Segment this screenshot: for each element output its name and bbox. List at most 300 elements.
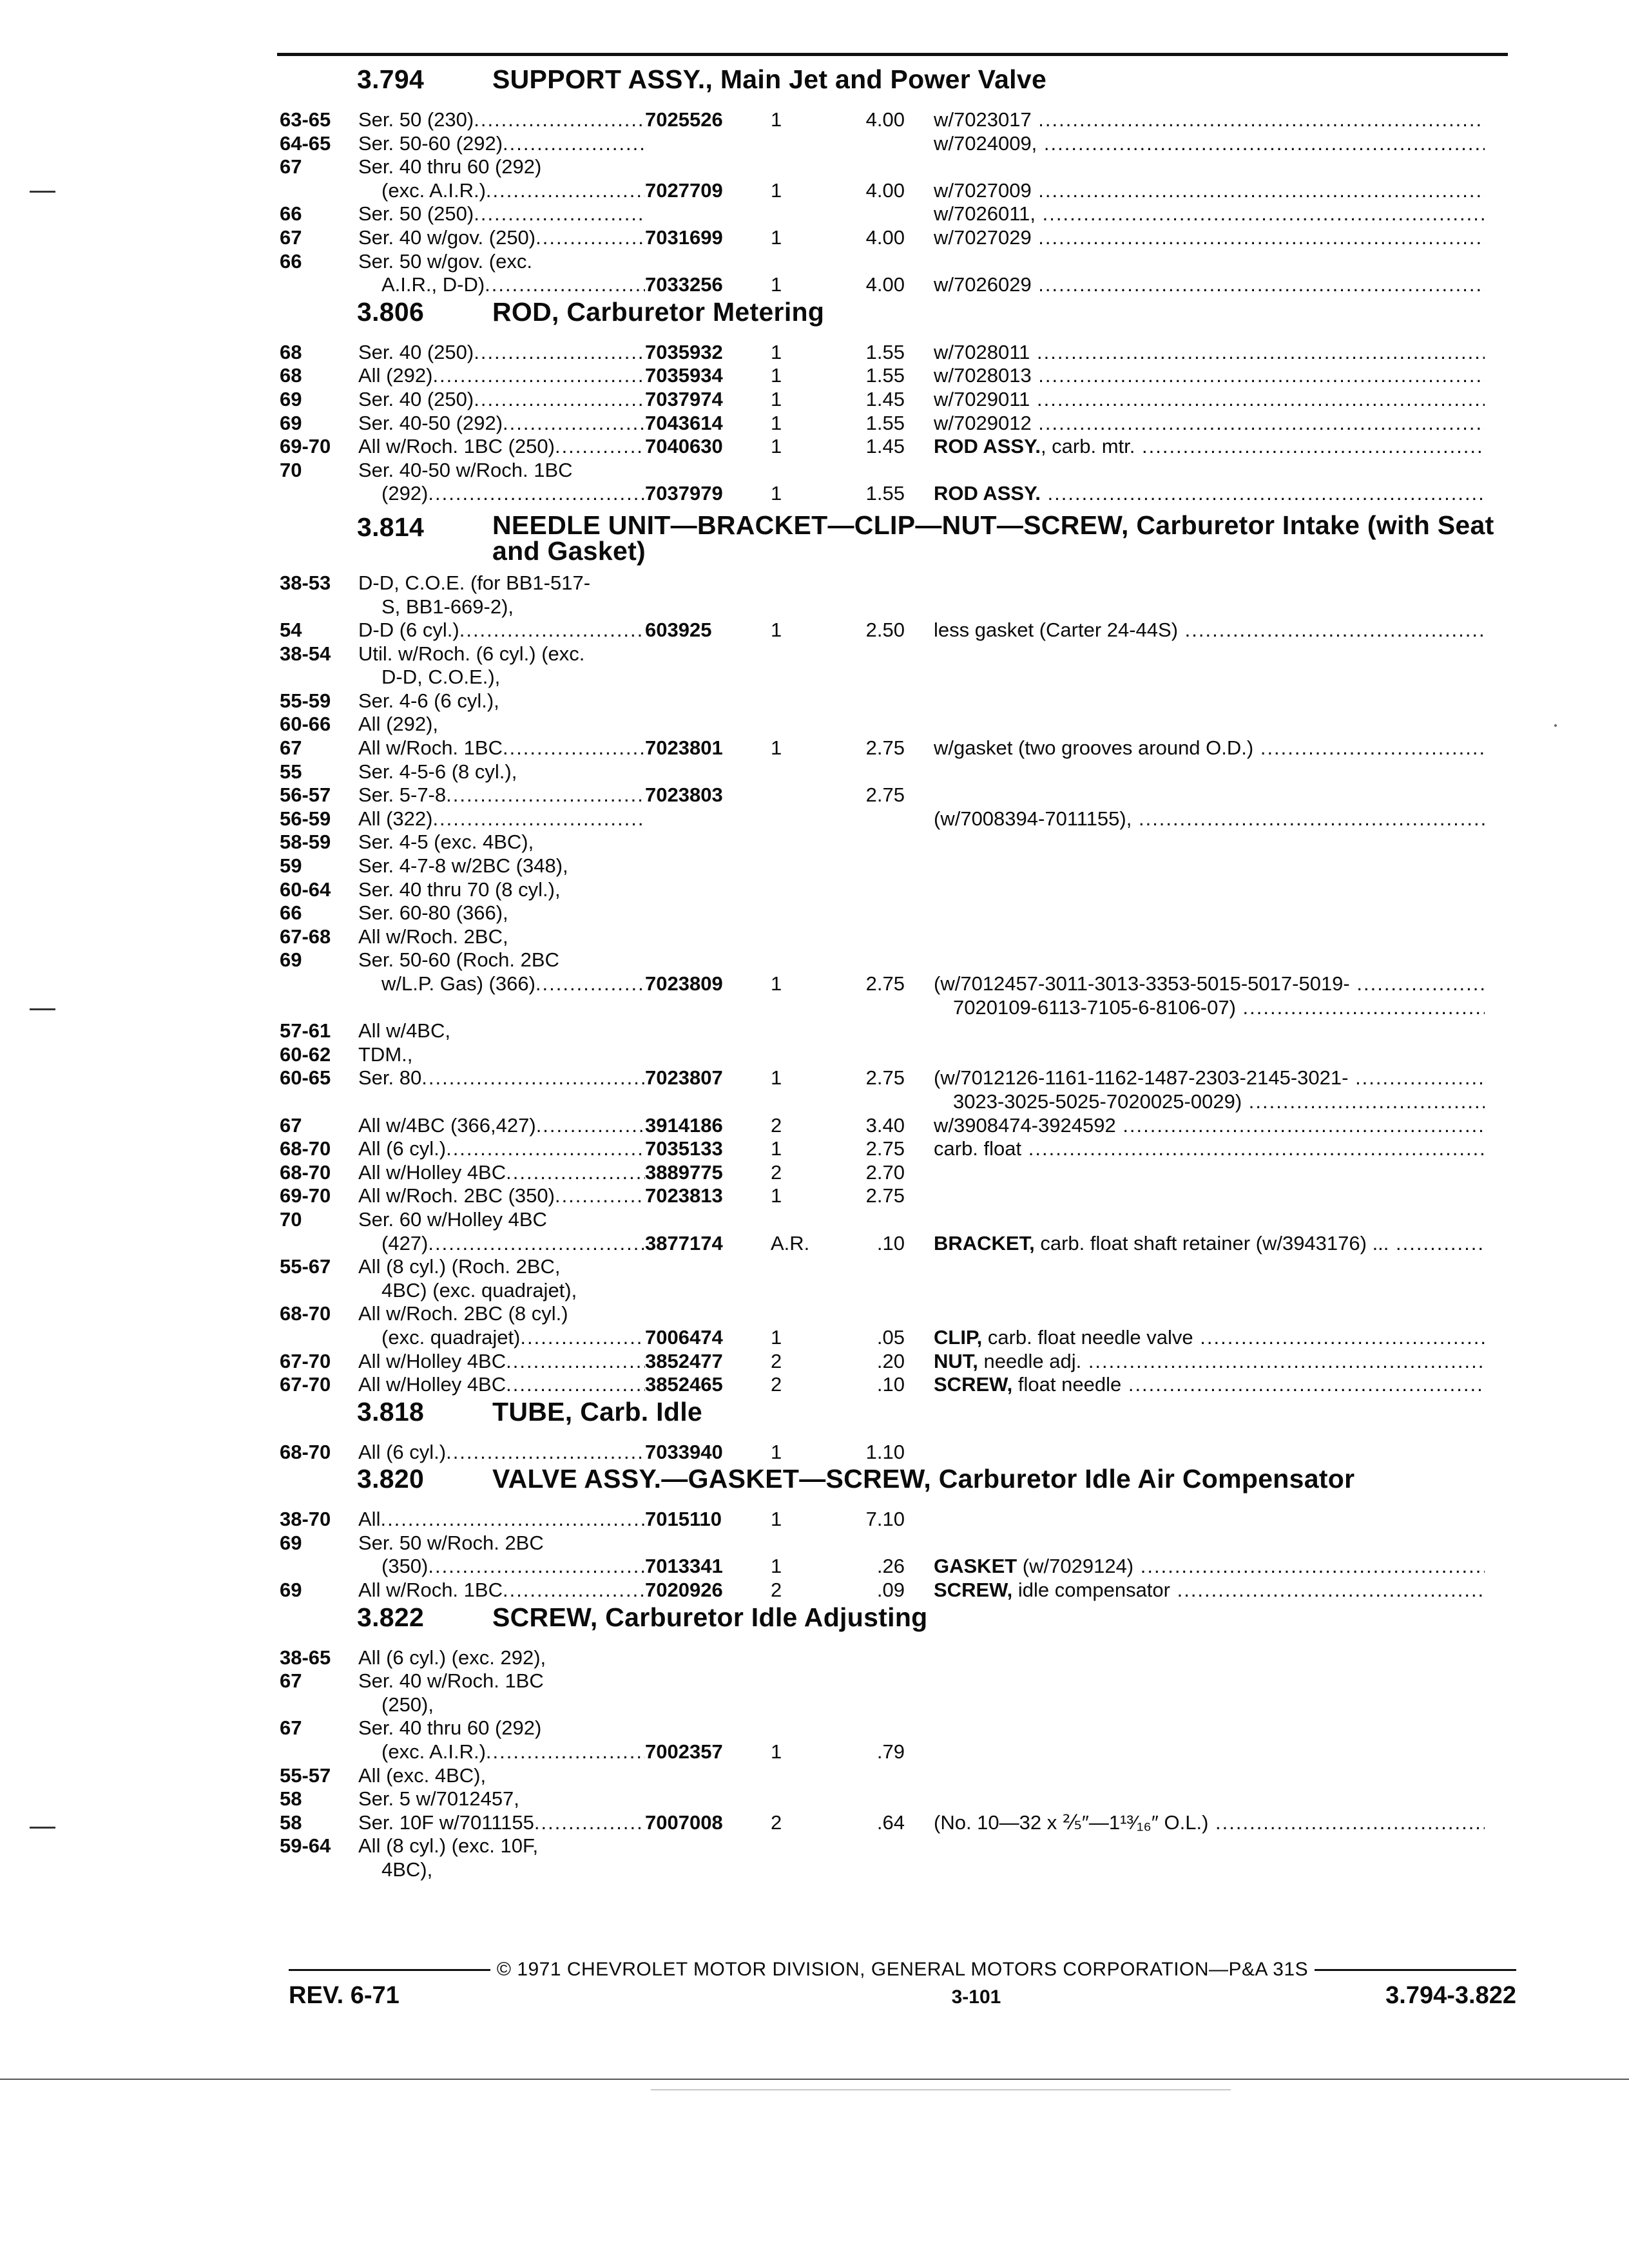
- application-text: All (322): [358, 807, 433, 830]
- application-text: All w/Roch. 1BC (250): [358, 435, 555, 458]
- part-row: [280, 878, 1517, 902]
- remark-text: w/7028011: [934, 340, 1030, 363]
- part-row: [280, 1255, 1517, 1279]
- part-row: [280, 132, 1517, 156]
- remarks: [905, 972, 1485, 996]
- application-description: [358, 1811, 645, 1835]
- quantity: 1: [771, 411, 782, 434]
- remark-text: w/7029011: [934, 387, 1030, 410]
- quantity: 1: [771, 1555, 782, 1578]
- section-range: 3.794-3.822: [1385, 1982, 1516, 2009]
- part-number: 3877174: [645, 1231, 723, 1254]
- footer-rule-left: [289, 1969, 490, 1971]
- part-row: [280, 854, 1517, 878]
- list-price: 1.55: [865, 482, 905, 505]
- remarks: [905, 435, 1485, 459]
- part-row: [280, 1764, 1517, 1788]
- application-text: Ser. 4-5 (exc. 4BC),: [358, 831, 534, 854]
- part-row: [280, 1043, 1517, 1067]
- model-years: 69: [280, 1579, 302, 1602]
- part-row: [280, 226, 1517, 250]
- application-description: [358, 1326, 645, 1350]
- margin-mark: [30, 1008, 55, 1010]
- part-row: [280, 1579, 1517, 1602]
- remark-text: (w/7012126-1161-1162-1487-2303-2145-3021-: [934, 1066, 1349, 1090]
- quantity: 1: [771, 226, 782, 249]
- model-years: 54: [280, 619, 302, 642]
- quantity: 2: [771, 1579, 782, 1602]
- application-text: All (6 cyl.) (exc. 292),: [358, 1646, 546, 1669]
- application-text: (exc. A.I.R.): [381, 1740, 486, 1763]
- part-row: [280, 202, 1517, 226]
- model-years: 67: [280, 155, 302, 178]
- model-years: 67: [280, 1113, 302, 1137]
- application-text: Ser. 80: [358, 1066, 422, 1090]
- list-price: 1.45: [865, 435, 905, 458]
- top-rule: [277, 53, 1508, 56]
- part-row: [280, 619, 1517, 642]
- application-text: Ser. 60-80 (366),: [358, 901, 508, 925]
- application-description: [358, 642, 645, 666]
- application-text: Ser. 40-50 (292): [358, 411, 503, 434]
- model-years: 69: [280, 1531, 302, 1554]
- quantity: 1: [771, 435, 782, 458]
- application-description: [358, 482, 645, 506]
- model-years: 38-65: [280, 1646, 331, 1669]
- application-description: [358, 1066, 645, 1090]
- remarks: [905, 482, 1485, 506]
- application-text: (exc. A.I.R.): [381, 178, 486, 202]
- list-price: 2.75: [865, 972, 905, 995]
- part-number: 7037974: [645, 387, 723, 410]
- part-row: [280, 1279, 1517, 1303]
- part-row: [280, 1834, 1517, 1858]
- model-years: 59: [280, 854, 302, 878]
- part-number: 7023807: [645, 1066, 723, 1090]
- application-description: [358, 831, 645, 854]
- remarks: [905, 1373, 1485, 1397]
- application-description: [358, 1532, 645, 1555]
- remarks: [905, 273, 1485, 297]
- part-row: [280, 925, 1517, 949]
- application-text: Ser. 40 w/Roch. 1BC: [358, 1669, 544, 1693]
- quantity: 1: [771, 1066, 782, 1090]
- model-years: 60-62: [280, 1043, 331, 1066]
- section-title: NEEDLE UNIT—BRACKET—CLIP—NUT—SCREW, Carburetor Intake (with Seat and Gasket): [492, 510, 1494, 566]
- remark-text: , carb. mtr.: [1040, 435, 1135, 458]
- model-years: 55-59: [280, 689, 331, 712]
- part-number: 7040630: [645, 435, 723, 458]
- application-description: [358, 760, 645, 784]
- application-description: [358, 689, 645, 713]
- application-description: [358, 1373, 645, 1397]
- remark-text: (w/7008394-7011155),: [934, 807, 1132, 830]
- application-description: [358, 783, 645, 807]
- model-years: 66: [280, 901, 302, 925]
- section-number: 3.822: [357, 1602, 425, 1632]
- part-number: 7015110: [645, 1508, 722, 1531]
- application-text: Ser. 50 w/gov. (exc.: [358, 249, 532, 273]
- part-number: 3889775: [645, 1160, 723, 1184]
- list-price: 4.00: [865, 178, 905, 202]
- model-years: 67-70: [280, 1373, 331, 1396]
- part-row: [280, 831, 1517, 854]
- application-description: [358, 250, 645, 274]
- part-row: [280, 179, 1517, 203]
- part-number: 603925: [645, 619, 712, 642]
- application-description: [358, 1787, 645, 1811]
- model-years: 67: [280, 226, 302, 249]
- application-description: [358, 925, 645, 949]
- application-text: Ser. 5 w/7012457,: [358, 1787, 519, 1811]
- footer-bottom: [289, 1982, 1516, 2010]
- part-number: 3852465: [645, 1373, 723, 1396]
- application-text: All (292),: [358, 713, 439, 736]
- model-years: 57-61: [280, 1019, 331, 1043]
- remark-text: (w/7029124): [1017, 1555, 1134, 1578]
- model-years: 60-66: [280, 713, 331, 736]
- model-years: 60-64: [280, 878, 331, 901]
- application-description: [358, 878, 645, 902]
- application-description: [358, 108, 645, 132]
- part-number: 7025526: [645, 108, 723, 131]
- part-row: [280, 364, 1517, 388]
- application-description: [358, 1555, 645, 1579]
- application-description: [358, 1740, 645, 1764]
- part-number: 7035932: [645, 340, 723, 363]
- model-years: 68-70: [280, 1160, 331, 1184]
- application-description: [358, 435, 645, 459]
- application-text: S, BB1-669-2),: [381, 595, 514, 618]
- part-row: [280, 341, 1517, 365]
- model-years: 63-65: [280, 108, 331, 131]
- remark-text: w/7028013: [934, 364, 1032, 387]
- part-row: [280, 1441, 1517, 1465]
- remarks: [905, 108, 1485, 132]
- application-text: (427): [381, 1231, 429, 1254]
- application-text: All w/4BC (366,427): [358, 1113, 536, 1137]
- section-title: ROD, Carburetor Metering: [492, 296, 825, 327]
- list-price: 2.75: [865, 1184, 905, 1207]
- model-years: 56-57: [280, 783, 331, 807]
- application-text: All (6 cyl.): [358, 1440, 447, 1463]
- section-title: SCREW, Carburetor Idle Adjusting: [492, 1602, 928, 1632]
- remark-text: carb. float: [934, 1137, 1022, 1160]
- section-header: [280, 1602, 1517, 1646]
- list-price: 4.00: [865, 108, 905, 131]
- remark-text: idle compensator: [1012, 1579, 1170, 1602]
- application-text: Ser. 50-60 (292): [358, 131, 503, 155]
- application-text: All w/Roch. 2BC,: [358, 925, 508, 948]
- remarks: [905, 1555, 1485, 1579]
- part-number: 3852477: [645, 1349, 723, 1372]
- part-row: [280, 155, 1517, 179]
- application-text: Ser. 50 (230): [358, 108, 474, 131]
- model-years: 59-64: [280, 1834, 331, 1858]
- application-text: Ser. 50 w/Roch. 2BC: [358, 1531, 544, 1554]
- application-text: All w/Holley 4BC: [358, 1373, 506, 1396]
- model-years: 69: [280, 387, 302, 410]
- part-row: [280, 1137, 1517, 1161]
- part-number: 7002357: [645, 1740, 723, 1763]
- application-description: [358, 1114, 645, 1138]
- application-text: All w/4BC,: [358, 1019, 450, 1043]
- part-row: [280, 1302, 1517, 1326]
- list-price: .09: [876, 1579, 905, 1602]
- application-text: Util. w/Roch. (6 cyl.) (exc.: [358, 642, 585, 665]
- quantity: 1: [771, 108, 782, 131]
- remarks: [905, 179, 1485, 203]
- remarks: [905, 736, 1485, 760]
- section-header: [280, 64, 1517, 108]
- remarks: [905, 202, 1485, 226]
- quantity: A.R.: [771, 1231, 810, 1254]
- model-years: 68-70: [280, 1302, 331, 1325]
- part-row: [280, 736, 1517, 760]
- remark-text: w/3908474-3924592: [934, 1113, 1116, 1137]
- part-row: [280, 273, 1517, 297]
- model-years: 68-70: [280, 1137, 331, 1160]
- section-header: [280, 297, 1517, 341]
- remarks: [905, 1232, 1485, 1256]
- quantity: 2: [771, 1160, 782, 1184]
- part-row: [280, 572, 1517, 595]
- section-title: TUBE, Carb. Idle: [492, 1396, 703, 1427]
- application-text: D-D (6 cyl.): [358, 619, 459, 642]
- remark-part-name: SCREW,: [934, 1373, 1013, 1396]
- quantity: 1: [771, 1508, 782, 1531]
- part-row: [280, 948, 1517, 972]
- model-years: 38-70: [280, 1508, 331, 1531]
- part-row: [280, 783, 1517, 807]
- remarks: [905, 388, 1485, 412]
- application-text: Ser. 60 w/Holley 4BC: [358, 1207, 547, 1231]
- application-text: D-D, C.O.E. (for BB1-517-: [358, 571, 591, 594]
- application-description: [358, 1858, 645, 1882]
- part-row: [280, 459, 1517, 483]
- scan-speck: [1554, 724, 1557, 727]
- quantity: 1: [771, 1184, 782, 1207]
- part-row: [280, 1555, 1517, 1579]
- remark-text: (No. 10—32 x ⅖″—1¹³⁄₁₆″ O.L.): [934, 1811, 1209, 1834]
- part-row: [280, 760, 1517, 784]
- application-description: [358, 1208, 645, 1232]
- application-text: 4BC),: [381, 1858, 433, 1881]
- list-price: 2.75: [865, 736, 905, 760]
- remark-text: float needle: [1012, 1373, 1122, 1396]
- application-text: Ser. 40 thru 60 (292): [358, 1716, 542, 1740]
- part-row: [280, 1350, 1517, 1374]
- remark-part-name: ROD ASSY.: [934, 482, 1041, 505]
- list-price: .05: [876, 1325, 905, 1349]
- application-text: (250),: [381, 1693, 434, 1716]
- part-row: [280, 713, 1517, 736]
- application-description: [358, 1232, 645, 1256]
- application-description: [358, 1579, 645, 1602]
- remark-text: w/7026029: [934, 273, 1032, 296]
- quantity: 1: [771, 364, 782, 387]
- application-description: [358, 179, 645, 203]
- remarks: [905, 1579, 1485, 1602]
- part-row: [280, 482, 1517, 506]
- model-years: 70: [280, 458, 302, 481]
- remark-text: less gasket (Carter 24-44S): [934, 619, 1179, 642]
- application-description: [358, 572, 645, 595]
- model-years: 58: [280, 1787, 302, 1811]
- remark-part-name: BRACKET,: [934, 1231, 1035, 1254]
- remarks: [905, 996, 1485, 1020]
- part-row: [280, 1811, 1517, 1835]
- application-text: Ser. 40 thru 70 (8 cyl.),: [358, 878, 561, 901]
- part-number: 7020926: [645, 1579, 723, 1602]
- application-text: All w/Roch. 1BC: [358, 736, 503, 760]
- remark-text: 3023-3025-5025-7020025-0029): [953, 1090, 1242, 1113]
- application-description: [358, 1161, 645, 1185]
- part-row: [280, 901, 1517, 925]
- application-text: All (6 cyl.): [358, 1137, 447, 1160]
- quantity: 2: [771, 1349, 782, 1372]
- part-row: [280, 1716, 1517, 1740]
- part-row: [280, 1019, 1517, 1043]
- list-price: .10: [876, 1231, 905, 1254]
- model-years: 55-57: [280, 1763, 331, 1787]
- model-years: 64-65: [280, 131, 331, 155]
- part-row: [280, 595, 1517, 619]
- part-number: 7043614: [645, 411, 723, 434]
- part-row: [280, 1114, 1517, 1138]
- page-number: 3-101: [951, 1986, 1001, 2008]
- application-description: [358, 1646, 645, 1670]
- application-description: [358, 619, 645, 642]
- remark-text: w/7027009: [934, 178, 1032, 202]
- margin-mark: [30, 191, 55, 193]
- model-years: 60-65: [280, 1066, 331, 1090]
- remarks: [905, 1066, 1485, 1090]
- quantity: 1: [771, 736, 782, 760]
- list-price: .10: [876, 1373, 905, 1396]
- application-text: Ser. 50-60 (Roch. 2BC: [358, 948, 559, 972]
- remark-part-name: SCREW,: [934, 1579, 1013, 1602]
- remarks: [905, 412, 1485, 436]
- remark-text: w/7026011,: [934, 202, 1036, 226]
- part-row: [280, 1740, 1517, 1764]
- part-number: 7033256: [645, 273, 723, 296]
- model-years: 68: [280, 364, 302, 387]
- list-price: 1.10: [865, 1440, 905, 1463]
- margin-mark: [30, 1827, 55, 1829]
- part-number: 3914186: [645, 1113, 723, 1137]
- application-text: 4BC) (exc. quadrajet),: [381, 1278, 577, 1302]
- model-years: 69: [280, 411, 302, 434]
- application-text: D-D, C.O.E.),: [381, 666, 501, 689]
- quantity: 1: [771, 1137, 782, 1160]
- application-description: [358, 273, 645, 297]
- remark-part-name: GASKET: [934, 1555, 1017, 1578]
- part-row: [280, 1858, 1517, 1882]
- application-description: [358, 595, 645, 619]
- part-row: [280, 1532, 1517, 1555]
- part-row: [280, 666, 1517, 689]
- application-text: All w/Roch. 1BC: [358, 1579, 503, 1602]
- application-text: Ser. 10F w/7011155: [358, 1811, 534, 1834]
- part-row: [280, 996, 1517, 1020]
- remark-text: w/7024009,: [934, 131, 1037, 155]
- remark-text: (w/7012457-3011-3013-3353-5015-5017-5019-: [934, 972, 1350, 995]
- model-years: 69: [280, 948, 302, 972]
- application-description: [358, 1137, 645, 1161]
- quantity: 1: [771, 972, 782, 995]
- model-years: 69-70: [280, 435, 331, 458]
- remarks: [905, 364, 1485, 388]
- remark-text: w/7029012: [934, 411, 1032, 434]
- application-text: w/L.P. Gas) (366): [381, 972, 535, 995]
- application-text: Ser. 4-6 (6 cyl.),: [358, 689, 499, 712]
- application-text: Ser. 40-50 w/Roch. 1BC: [358, 458, 573, 481]
- application-description: [358, 1019, 645, 1043]
- remark-part-name: NUT,: [934, 1349, 978, 1372]
- list-price: 2.75: [865, 1066, 905, 1090]
- application-description: [358, 1764, 645, 1788]
- section-number: 3.814: [357, 512, 425, 542]
- remarks: [905, 226, 1485, 250]
- part-number: 7023801: [645, 736, 723, 760]
- application-text: All (8 cyl.) (Roch. 2BC,: [358, 1255, 561, 1278]
- application-description: [358, 736, 645, 760]
- footer-rule-right: [1315, 1969, 1516, 1971]
- quantity: 1: [771, 1740, 782, 1763]
- part-row: [280, 1161, 1517, 1185]
- application-description: [358, 388, 645, 412]
- part-row: [280, 1787, 1517, 1811]
- application-text: All w/Holley 4BC: [358, 1160, 506, 1184]
- part-row: [280, 250, 1517, 274]
- application-description: [358, 1693, 645, 1717]
- part-number: 7023813: [645, 1184, 723, 1207]
- list-price: 4.00: [865, 273, 905, 296]
- model-years: 66: [280, 202, 302, 226]
- part-number: 7037979: [645, 482, 723, 505]
- application-description: [358, 202, 645, 226]
- quantity: 1: [771, 1440, 782, 1463]
- model-years: 70: [280, 1207, 302, 1231]
- section-header: [280, 1464, 1517, 1508]
- footer-copyright: © 1971 CHEVROLET MOTOR DIVISION, GENERAL MOTORS CORPORATION—P&A 31S: [496, 1959, 1309, 1980]
- part-number: 7023809: [645, 972, 723, 995]
- part-number: 7027709: [645, 178, 723, 202]
- list-price: 2.50: [865, 619, 905, 642]
- application-text: Ser. 40 (250): [358, 340, 474, 363]
- part-row: [280, 1184, 1517, 1208]
- section-header: [280, 1397, 1517, 1441]
- list-price: .26: [876, 1555, 905, 1578]
- application-description: [358, 364, 645, 388]
- part-number: 7031699: [645, 226, 723, 249]
- application-description: [358, 1043, 645, 1067]
- list-price: 2.70: [865, 1160, 905, 1184]
- application-description: [358, 132, 645, 156]
- model-years: 69-70: [280, 1184, 331, 1207]
- quantity: 1: [771, 482, 782, 505]
- application-description: [358, 854, 645, 878]
- part-number: 7013341: [645, 1555, 723, 1578]
- part-row: [280, 1693, 1517, 1717]
- section-header: [280, 506, 1517, 572]
- part-row: [280, 689, 1517, 713]
- remarks: [905, 1326, 1485, 1350]
- remarks: [905, 1090, 1485, 1114]
- model-years: 67-70: [280, 1349, 331, 1372]
- list-price: 1.55: [865, 364, 905, 387]
